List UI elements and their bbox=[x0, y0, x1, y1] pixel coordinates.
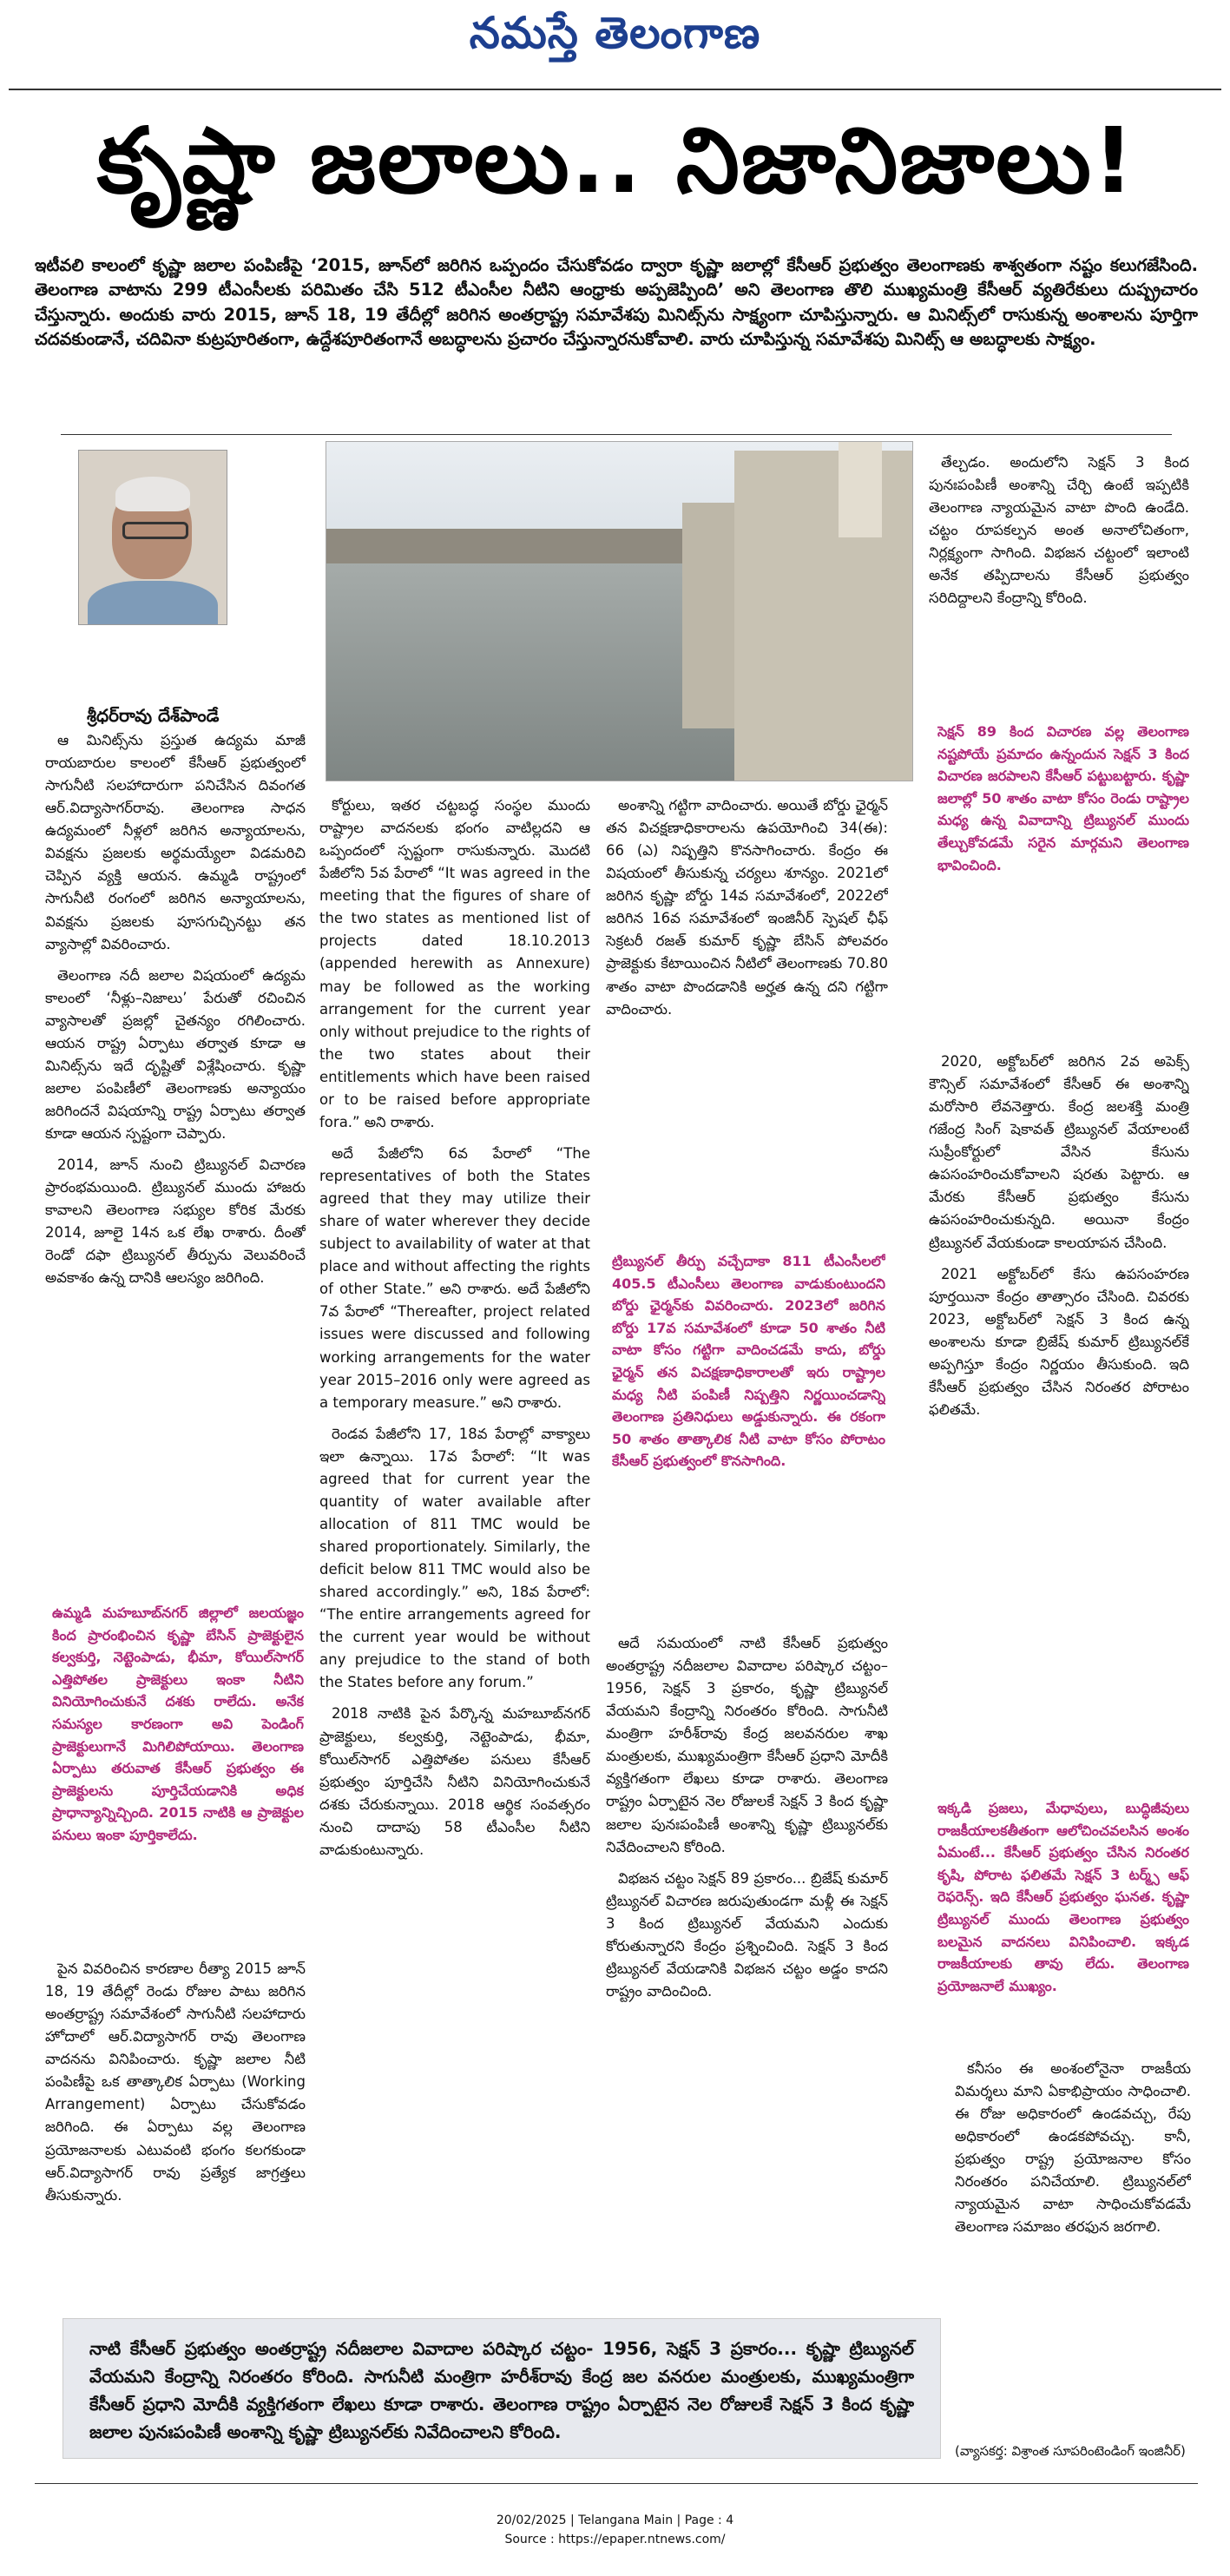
col3-para-2: ఆదే సమయంలో నాటి కేసీఆర్ ప్రభుత్వం అంతర్రాష్ట్ర నదీజలాల వివాదాల పరిష్కార చట్టం–1956, సెక్షన్ 3 ప్రకారం, కృష్ణా ట్రిబ్యునల్ వేయమని కేంద్రాన్ని నిరంతరం కోరింది. సాగునీటి మంత్రిగా హరీశ్‌రావు కేంద్ర జలవనరుల శాఖ మంత్రులకు, ముఖ్యమంత్రిగా కేసీఆర్ ప్రధాని మోదీకి వ్యక్తిగతంగా లేఖలు కూడా రాశారు. తెలంగాణ రాష్ట్రం ఏర్పాటైన నెల రోజులకే సెక్షన్ 3 కింద కృష్ణా జలాల పునఃపంపిణీ అంశాన్ని కృష్ణా ట్రిబ్యునల్‌కు నివేదించాలని కోరింది. bbox=[606, 1635, 888, 1855]
col3-para-3: విభజన చట్టం సెక్షన్ 89 ప్రకారం... బ్రిజేష్ కుమార్ ట్రిబ్యునల్ విచారణ జరుపుతుండగా మళ్లీ ఈ సెక్షన్ 3 కింద ట్రిబ్యునల్ వేయమని ఎందుకు కోరుతున్నారని కేంద్రం ప్రశ్నించింది. సెక్షన్ 3 కింద ట్రిబ్యునల్ వేయడానికి విభజన చట్టం అడ్డం కాదని రాష్ట్రం వాదించింది. bbox=[606, 1869, 888, 2000]
col4-para-3: 2021 అక్టోబర్‌లో కేసు ఉపసంహరణ పూర్తయినా కేంద్రం తాత్సారం చేసింది. చివరకు 2023, అక్టోబర్‌లో సెక్షన్ 3 కింద ఉన్న అంశాలను కూడా బ్రిజేష్ కుమార్ ట్రిబ్యునల్‌కే అప్పగిస్తూ కేంద్రం నిర్ణయం తీసుకుంది. ఇది కేసీఆర్ ప్రభుత్వం చేసిన నిరంతర పోరాటం ఫలితమే. bbox=[929, 1265, 1189, 1418]
col2-para-2: అదే పేజీలోని 6వ పేరాలో “The representatives of both the States agreed that they may utilize their share of water wherever they decide subject to availability of water at that place and without affecting the rights of other State.” అని రాశారు. అదే పేజీలోని 7వ పేరాలో “Thereafter, project related issues were discussed and following working arrangements for the water year 2015–2016 only were agreed as a temporary measure.” అని రాశారు. bbox=[319, 1144, 590, 1411]
col2-para-3: రెండవ పేజీలోని 17, 18వ పేరాల్లో వాక్యాలు ఇలా ఉన్నాయి. 17వ పేరాలో: “It was agreed that for current year the quantity of water available after allocation of 811 TMC would be shared proportionately. Similarly, the deficit below 811 TMC would also be shared accordingly.” అని, 18వ పేరాలో: “The entire arrangements agreed for the current year would be without any prejudice to the stand of both the States before any forum.” bbox=[319, 1425, 590, 1691]
page-footer-source: Source : https://epaper.ntnews.com/ bbox=[504, 2532, 726, 2546]
intro-paragraph: ఇటీవలి కాలంలో కృష్ణా జలాల పంపిణీపై ‘2015, జూన్‌లో జరిగిన ఒప్పందం చేసుకోవడం ద్వారా కృష్ణా జలాల్లో కేసీఆర్ ప్రభుత్వం తెలంగాణకు శాశ్వతంగా నష్టం కలుగజేసింది. తెలంగాణ వాటాను 299 టీఎంసీలకు పరిమితం చేసి 512 టీఎంసీల నీటిని ఆంధ్రాకు అప్పజెప్పింది’ అని తెలంగాణ తొలి ముఖ్యమంత్రి కేసీఆర్ వ్యతిరేకులు దుష్ప్రచారం చేస్తున్నారు. అందుకు వారు 2015, జూన్ 18, 19 తేదీల్లో జరిగిన అంతర్రాష్ట్ర సమావేశపు మినిట్స్‌ను సాక్ష్యంగా చూపిస్తున్నారు. ఆ మినిట్స్‌లో రాసుకున్న అంశాలను పూర్తిగా చదవకుండానే, చదివినా కుట్రపూరితంగా, ఉద్దేశపూరితంగానే అబద్ధాలను ప్రచారం చేస్తున్నారనుకోవాలి. వారు చూపిస్తున్న సమావేశపు మినిట్స్ ఆ అబద్ధాలకు సాక్ష్యం. bbox=[35, 255, 1198, 349]
masthead: నమస్తే తెలంగాణ bbox=[469, 7, 761, 58]
summary-box-text: నాటి కేసీఆర్ ప్రభుత్వం అంతర్రాష్ట్ర నదీజలాల వివాదాల పరిష్కార చట్టం- 1956, సెక్షన్ 3 ప్రకారం... కృష్ణా ట్రిబ్యునల్ వేయమని కేంద్రాన్ని నిరంతరం కోరింది. సాగునీటి మంత్రిగా హరీశ్‌రావు కేంద్ర జల వనరుల మంత్రులకు, ముఖ్యమంత్రిగా కేసీఆర్ ప్రధాని మోదీకి వ్యక్తిగతంగా లేఖలు కూడా రాశారు. తెలంగాణ రాష్ట్రం ఏర్పాటైన నెల రోజులకే సెక్షన్ 3 కింద కృష్ణా జలాల పునఃపంపిణీ అంశాన్ని కృష్ణా ట్రిబ్యునల్‌కు నివేదించాలని కోరింది. bbox=[89, 2338, 914, 2442]
river-dam-photo bbox=[326, 441, 913, 781]
page-footer-date: 20/02/2025 | Telangana Main | Page : 4 bbox=[496, 2513, 734, 2527]
masthead-divider bbox=[9, 89, 1221, 90]
col3-para-1: అంశాన్ని గట్టిగా వాదించారు. అయితే బోర్డు ఛైర్మన్ తన విచక్షణాధికారాలను ఉపయోగించి 34(ఈ): 66 (ఎ) నిష్పత్తిని కొనసాగించారు. కేంద్రం ఈ విషయంలో తీసుకున్న చర్యలు శూన్యం. 2021లో జరిగిన కృష్ణా బోర్డు 14వ సమావేశంలో, 2022లో జరిగిన 16వ సమావేశంలో ఇంజినీర్ స్పెషల్ ఛీఫ్ సెక్రటరీ రజత్ కుమార్ కృష్ణా బేసిన్ పోలవరం ప్రాజెక్టుకు కేటాయించిన నీటిలో తెలంగాణకు 70.80 శాతం వాటా పొందడానికి అర్హత ఉన్న దని గట్టిగా వాదించారు. bbox=[606, 797, 888, 1018]
intro-divider bbox=[61, 434, 1172, 435]
article-column-1 bbox=[45, 729, 306, 1580]
highlight-quote-3-text: సెక్షన్ 89 కింద విచారణ వల్ల తెలంగాణ నష్టపోయే ప్రమాదం ఉన్నందున సెక్షన్ 3 కింద విచారణ జరపాలని కేసీఆర్ పట్టుబట్టారు. కృష్ణా జలాల్లో 50 శాతం వాటా కోసం రెండు రాష్ట్రాల మధ్య ఉన్న వివాదాన్ని ట్రిబ్యునల్ ముందు తేల్చుకోవడమే సరైన మార్గమని తెలంగాణ భావించింది. bbox=[937, 723, 1189, 873]
author-byline: శ్రీధర్‌రావు దేశ్‌పాండే bbox=[87, 705, 220, 726]
author-note: (వ్యాసకర్త: విశ్రాంత సూపరింటెండింగ్ ఇంజినీర్) bbox=[955, 2443, 1186, 2459]
col1-para-4: పైన వివరించిన కారణాల రీత్యా 2015 జూన్ 18, 19 తేదీల్లో రెండు రోజుల పాటు జరిగిన అంతర్రాష్ట్ర సమావేశంలో సాగునీటి సలహాదారు హోదాలో ఆర్.విద్యాసాగర్ రావు తెలంగాణ వాదనను వినిపించారు. కృష్ణా జలాల నీటి పంపిణీపై ఒక తాత్కాలిక ఏర్పాటు (Working Arrangement) ఏర్పాటు చేసుకోవడం జరిగింది. ఈ ఏర్పాటు వల్ల తెలంగాణ ప్రయోజనాలకు ఎటువంటి భంగం కలగకుండా ఆర్.విద్యాసాగర్ రావు ప్రత్యేక జాగ్రత్తలు తీసుకున్నారు. bbox=[45, 1960, 306, 2204]
highlight-quote-2-text: ట్రిబ్యునల్ తీర్పు వచ్చేదాకా 811 టీఎంసీలలో 405.5 టీఎంసీలు తెలంగాణ వాడుకుంటుందని బోర్డు ఛైర్మన్‌కు వివరించారు. 2023లో జరిగిన బోర్డు 17వ సమావేశంలో కూడా 50 శాతం నీటి వాటా కోసం గట్టిగా వాదించడమే కాదు, బోర్డు ఛైర్మన్ తన విచక్షణాధికారాలతో ఇరు రాష్ట్రాల మధ్య నీటి పంపిణీ నిష్పత్తిని నిర్ణయించడాన్ని తెలంగాణ ప్రతినిధులు అడ్డుకున్నారు. ఈ రకంగా 50 శాతం తాత్కాలిక నీటి వాటా కోసం పోరాటం కేసీఆర్ ప్రభుత్వంలో కొనసాగింది. bbox=[612, 1253, 885, 1470]
summary-box bbox=[62, 2318, 941, 2459]
col4-para-1: తేల్చడం. అందులోని సెక్షన్ 3 కింద పునఃపంపిణీ అంశాన్ని చేర్చి ఉంటే ఇప్పటికి తెలంగాణ న్యాయమైన వాటా పొంది ఉండేది. చట్టం రూపకల్పన అంత అనాలోచితంగా, నిర్లక్ష్యంగా సాగింది. విభజన చట్టంలో ఇలాంటి అనేక తప్పిదాలను కేసీఆర్ ప్రభుత్వం సరిదిద్దాలని కేంద్రాన్ని కోరింది. bbox=[929, 454, 1189, 607]
col4b-para-1: కనీసం ఈ అంశంలోనైనా రాజకీయ విమర్శలు మాని ఏకాభిప్రాయం సాధించాలి. ఈ రోజు అధికారంలో ఉండవచ్చు, రేపు అధికారంలో ఉండకపోవచ్చు. కానీ, ప్రభుత్వం రాష్ట్ర ప్రయోజనాల కోసం నిరంతరం పనిచేయాలి. ట్రిబ్యునల్‌లో న్యాయమైన వాటా సాధించుకోవడమే తెలంగాణ సమాజం తరఫున జరగాలి. bbox=[955, 2060, 1191, 2236]
col2-para-1: కోర్టులు, ఇతర చట్టబద్ధ సంస్థల ముందు రాష్ట్రాల వాదనలకు భంగం వాటిల్లదని ఆ ఒప్పందంలో స్పష్టంగా రాసుకున్నారు. మొదటి పేజీలోని 5వ పేరాలో “It was agreed in the meeting that the figures of share of the two states as mentioned list of projects dated 18.10.2013 (appended herewith as Annexure) may be followed as the working arrangement for the current year only without prejudice to the rights of the two states about their entitlements which have been raised or to be raised before appropriate fora.” అని రాశారు. bbox=[319, 797, 590, 1130]
page-bottom-rule bbox=[35, 2483, 1198, 2484]
highlight-quote-4 bbox=[937, 1797, 1189, 2049]
highlight-quote-1-text: ఉమ్మడి మహబూబ్‌నగర్ జిల్లాలో జలయజ్ఞం కింద ప్రారంభించిన కృష్ణా బేసిన్ ప్రాజెక్టులైన కల్వకుర్తి, నెట్టెంపాడు, భీమా, కోయిల్‌సాగర్ ఎత్తిపోతల ప్రాజెక్టులు ఇంకా నీటిని వినియోగించుకునే దశకు రాలేదు. అనేక సమస్యల కారణంగా అవి పెండింగ్ ప్రాజెక్టులుగానే మిగిలిపోయాయి. తెలంగాణ ఏర్పాటు తరువాత కేసీఆర్ ప్రభుత్వం ఈ ప్రాజెక్టులను పూర్తిచేయడానికి అధిక ప్రాధాన్యాన్నిచ్చింది. 2015 నాటికి ఆ ప్రాజెక్టుల పనులు ఇంకా పూర్తికాలేదు. bbox=[52, 1604, 304, 1843]
col2-para-4: 2018 నాటికి పైన పేర్కొన్న మహబూబ్‌నగర్ ప్రాజెక్టులు, కల్వకుర్తి, నెట్టెంపాడు, భీమా, కోయిల్‌సాగర్ ఎత్తిపోతల పనులు కేసీఆర్ ప్రభుత్వం పూర్తిచేసి నీటిని వినియోగించుకునే దశకు చేరుకున్నాయి. 2018 ఆర్థిక సంవత్సరం నుంచి దాదాపు 58 టీఎంసీల నీటిని వాడుకుంటున్నారు. bbox=[319, 1705, 590, 1858]
article-column-2 bbox=[319, 794, 590, 2305]
author-photo bbox=[78, 450, 227, 625]
col4-para-2: 2020, అక్టోబర్‌లో జరిగిన 2వ అపెక్స్ కౌన్సిల్ సమావేశంలో కేసీఆర్ ఈ అంశాన్ని మరోసారి లేవనెత్తారు. కేంద్ర జలశక్తి మంత్రి గజేంద్ర సింగ్ షెకావత్ ట్రిబ్యునల్ వేయాలంటే సుప్రీంకోర్టులో వేసిన కేసును ఉపసంహరించుకోవాలని షరతు పెట్టారు. ఆ మేరకు కేసీఆర్ ప్రభుత్వం కేసును ఉపసంహరించుకున్నది. అయినా కేంద్రం ట్రిబ్యునల్ వేయకుండా కాలయాపన చేసింది. bbox=[929, 1053, 1189, 1251]
headline: కృష్ణా జలాలు.. నిజానిజాలు! bbox=[96, 108, 1136, 214]
highlight-quote-1 bbox=[52, 1602, 304, 1940]
col1-para-3: 2014, జూన్ నుంచి ట్రిబ్యునల్ విచారణ ప్రారంభమయింది. ట్రిబ్యునల్ ముందు హాజరు కావాలని తెలంగాణ సభ్యుల కోరిక మేరకు 2014, జూలై 14న ఒక లేఖ రాశారు. దీంతో రెండో దఫా ట్రిబ్యునల్ తీర్పును వెలువరించే అవకాశం ఉన్న దానికి ఆలస్యం జరిగింది. bbox=[45, 1156, 306, 1287]
page-footer bbox=[0, 2512, 1230, 2549]
highlight-quote-2 bbox=[612, 1250, 885, 1624]
article-column-3b bbox=[606, 1632, 888, 2305]
article-column-4c bbox=[955, 2058, 1191, 2431]
col1-para-1: ఆ మినిట్స్‌ను ప్రస్తుత ఉద్యమ మాజీ రాయబారుల కాలంలో కేసీఆర్ ప్రభుత్వంలో సాగునీటి సలహాదారుగా పనిచేసిన దివంగత ఆర్.విద్యాసాగర్‌రావు. తెలంగాణ సాధన ఉద్యమంలో నీళ్లలో జరిగిన అన్యాయాలను, వివక్షను ప్రజలకు అర్థమయ్యేలా విడమరిచి చెప్పిన వ్యక్తి ఆయన. ఉమ్మడి రాష్ట్రంలో సాగునీటి రంగంలో జరిగిన అన్యాయాలను, వివక్షను ప్రజలకు పూసగుచ్చినట్టు తన వ్యాసాల్లో వివరించారు. bbox=[45, 732, 306, 952]
article-column-4 bbox=[929, 451, 1189, 712]
col1-para-2: తెలంగాణ నదీ జలాల విషయంలో ఉద్యమ కాలంలో ‘నీళ్లు–నిజాలు’ పేరుతో రచించిన వ్యాసాలతో ప్రజల్లో చైతన్యం రగిలించారు. ఆయన రాష్ట్ర ఏర్పాటు తర్వాత కూడా ఆ మినిట్స్‌ను ఇదే దృష్టితో విశ్లేషించారు. కృష్ణా జలాల పంపిణీలో తెలంగాణకు అన్యాయం జరిగిందనే విషయాన్ని రాష్ట్ర ఏర్పాటు తర్వాత కూడా ఆయన స్పష్టంగా చెప్పారు. bbox=[45, 966, 306, 1143]
article-column-4b bbox=[929, 1051, 1189, 1780]
article-column-1b bbox=[45, 1958, 306, 2305]
highlight-quote-3 bbox=[937, 721, 1189, 1042]
article-column-3 bbox=[606, 794, 888, 1237]
highlight-quote-4-text: ఇక్కడి ప్రజలు, మేధావులు, బుద్ధిజీవులు రాజకీయాలకతీతంగా ఆలోచించవలసిన అంశం ఏమంటే... కేసీఆర్ ప్రభుత్వం చేసిన నిరంతర కృషి, పోరాట ఫలితమే సెక్షన్ 3 టర్మ్స్ ఆఫ్ రెఫరెన్స్. ఇది కేసీఆర్ ప్రభుత్వం ఘనత. కృష్ణా ట్రిబ్యునల్ ముందు తెలంగాణ ప్రభుత్వం బలమైన వాదనలు వినిపించాలి. ఇక్కడ రాజకీయాలకు తావు లేదు. తెలంగాణ ప్రయోజనాలే ముఖ్యం. bbox=[937, 1800, 1189, 1994]
